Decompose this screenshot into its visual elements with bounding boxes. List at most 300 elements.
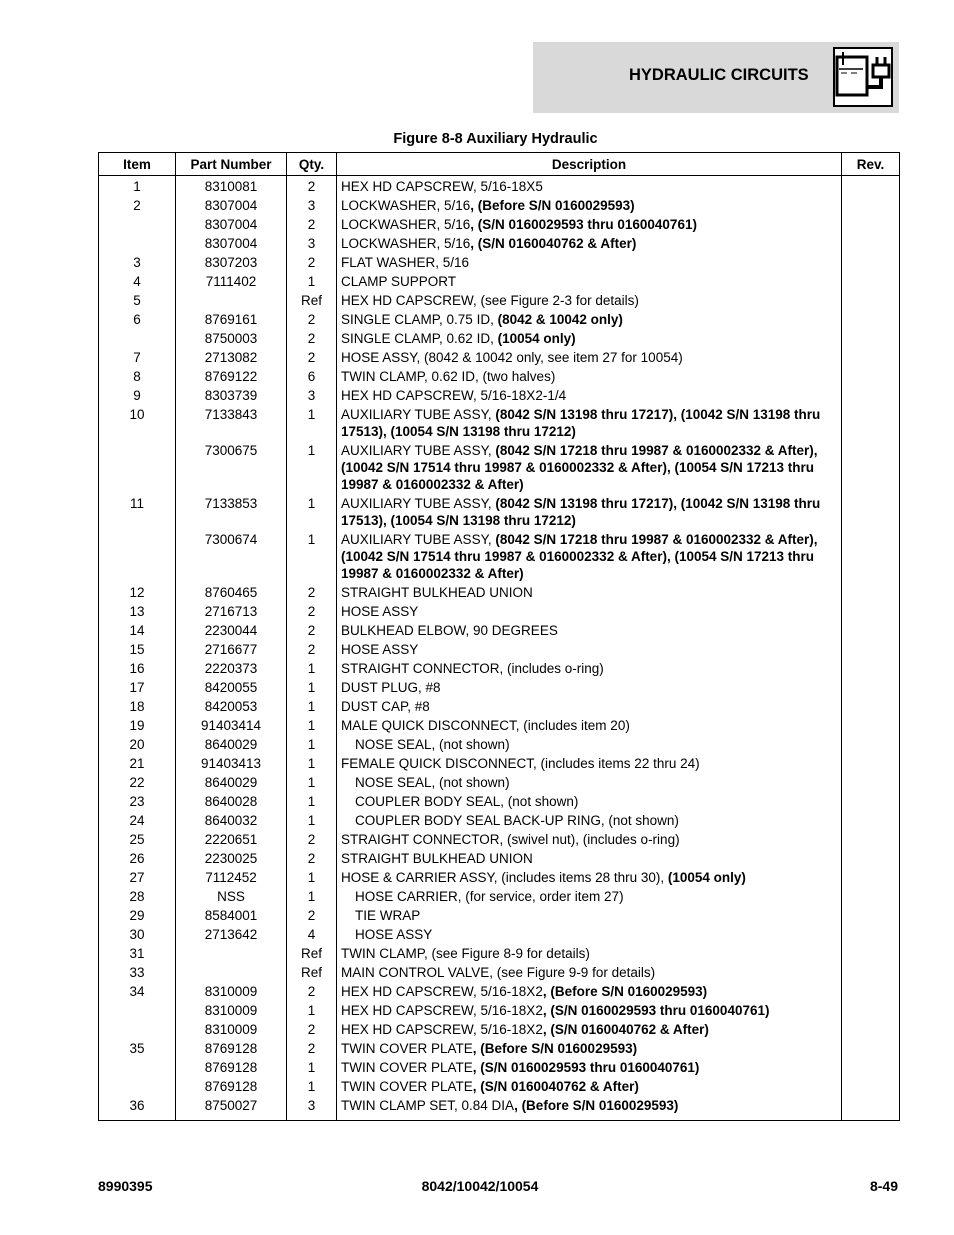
description-cell	[337, 329, 842, 348]
rev-cell	[842, 494, 900, 530]
parts-table	[98, 152, 900, 1121]
description-cell	[337, 849, 842, 868]
item-cell: 29	[99, 906, 176, 925]
description-text: HOSE ASSY	[341, 642, 419, 657]
rev-cell	[842, 925, 900, 944]
rev-cell	[842, 386, 900, 405]
table-row	[99, 272, 900, 291]
qty-cell: Ref	[287, 291, 337, 310]
rev-cell	[842, 329, 900, 348]
table-row	[99, 494, 900, 530]
description-text: HOSE ASSY	[341, 604, 419, 619]
item-cell	[99, 1020, 176, 1039]
description-text: AUXILIARY TUBE ASSY,	[341, 407, 496, 422]
description-text: BULKHEAD ELBOW, 90 DEGREES	[341, 623, 558, 638]
part-number-cell	[176, 291, 287, 310]
description-serial-note: , (S/N 0160040762 & After)	[542, 1022, 709, 1037]
description-cell	[337, 640, 842, 659]
item-cell: 21	[99, 754, 176, 773]
qty-cell: 2	[287, 849, 337, 868]
description-serial-note: (8042 & 10042 only)	[497, 312, 623, 327]
rev-cell	[842, 176, 900, 197]
description-text: TWIN COVER PLATE	[341, 1060, 473, 1075]
part-number-cell: 7300675	[176, 441, 287, 494]
part-number-cell: 2230025	[176, 849, 287, 868]
description-text: MALE QUICK DISCONNECT, (includes item 20)	[341, 718, 630, 733]
item-cell: 33	[99, 963, 176, 982]
description-cell	[337, 1039, 842, 1058]
qty-cell: 3	[287, 1096, 337, 1121]
rev-cell	[842, 530, 900, 583]
description-text: HEX HD CAPSCREW, 5/16-18X2	[341, 1022, 543, 1037]
qty-cell: 1	[287, 887, 337, 906]
qty-cell: 1	[287, 792, 337, 811]
table-row	[99, 773, 900, 792]
figure-title: Figure 8-8 Auxiliary Hydraulic	[393, 131, 598, 147]
qty-cell: 2	[287, 348, 337, 367]
description-text: NOSE SEAL, (not shown)	[355, 775, 510, 790]
description-text: HEX HD CAPSCREW, 5/16-18X2	[341, 984, 543, 999]
qty-cell: 2	[287, 830, 337, 849]
description-cell	[337, 494, 842, 530]
description-cell	[337, 811, 842, 830]
table-row	[99, 640, 900, 659]
part-number-cell: 7111402	[176, 272, 287, 291]
item-cell: 24	[99, 811, 176, 830]
item-cell: 13	[99, 602, 176, 621]
item-cell	[99, 215, 176, 234]
table-row	[99, 1077, 900, 1096]
part-number-cell: 2713082	[176, 348, 287, 367]
part-number-cell: 8640032	[176, 811, 287, 830]
qty-cell: 1	[287, 1001, 337, 1020]
description-cell	[337, 441, 842, 494]
description-cell	[337, 405, 842, 441]
model-numbers: 8042/10042/10054	[421, 1178, 539, 1194]
description-cell	[337, 773, 842, 792]
description-serial-note: (10054 only)	[497, 331, 576, 346]
description-cell	[337, 621, 842, 640]
rev-cell	[842, 367, 900, 386]
table-row	[99, 678, 900, 697]
table-row	[99, 716, 900, 735]
part-number-cell: 2230044	[176, 621, 287, 640]
description-cell	[337, 830, 842, 849]
description-text: AUXILIARY TUBE ASSY,	[341, 496, 496, 511]
description-text: AUXILIARY TUBE ASSY,	[341, 532, 496, 547]
qty-cell: 2	[287, 329, 337, 348]
item-cell: 1	[99, 176, 176, 197]
qty-cell: 1	[287, 272, 337, 291]
qty-cell: 2	[287, 906, 337, 925]
description-serial-note: , (Before S/N 0160029593)	[472, 1041, 638, 1056]
description-text: COUPLER BODY SEAL, (not shown)	[355, 794, 579, 809]
part-number-cell: 8769128	[176, 1058, 287, 1077]
description-cell	[337, 982, 842, 1001]
description-cell	[337, 386, 842, 405]
item-cell: 3	[99, 253, 176, 272]
description-cell	[337, 176, 842, 197]
description-text: HEX HD CAPSCREW, 5/16-18X2	[341, 1003, 543, 1018]
qty-cell: 1	[287, 811, 337, 830]
item-cell: 19	[99, 716, 176, 735]
rev-cell	[842, 234, 900, 253]
description-cell	[337, 253, 842, 272]
rev-cell	[842, 678, 900, 697]
item-cell	[99, 1001, 176, 1020]
qty-cell: 2	[287, 253, 337, 272]
description-cell	[337, 944, 842, 963]
part-number-cell: 8420055	[176, 678, 287, 697]
table-row	[99, 441, 900, 494]
description-text: SINGLE CLAMP, 0.75 ID,	[341, 312, 498, 327]
table-row	[99, 602, 900, 621]
part-number-cell: 8307004	[176, 215, 287, 234]
table-row	[99, 583, 900, 602]
item-cell: 28	[99, 887, 176, 906]
table-row	[99, 697, 900, 716]
rev-cell	[842, 735, 900, 754]
item-cell: 4	[99, 272, 176, 291]
item-cell: 25	[99, 830, 176, 849]
part-number-cell: 7300674	[176, 530, 287, 583]
description-text: TWIN CLAMP, (see Figure 8-9 for details)	[341, 946, 590, 961]
part-number-cell: 7133853	[176, 494, 287, 530]
description-cell	[337, 348, 842, 367]
description-cell	[337, 196, 842, 215]
description-cell	[337, 792, 842, 811]
rev-cell	[842, 1096, 900, 1121]
qty-cell: 1	[287, 735, 337, 754]
table-row	[99, 830, 900, 849]
part-number-cell	[176, 963, 287, 982]
description-cell	[337, 659, 842, 678]
part-number-cell: 8640029	[176, 773, 287, 792]
item-column-header: Item	[99, 153, 176, 176]
description-cell	[337, 215, 842, 234]
description-text: HOSE ASSY	[355, 927, 433, 942]
item-cell: 16	[99, 659, 176, 678]
description-serial-note: , (S/N 0160029593 thru 0160040761)	[542, 1003, 770, 1018]
rev-cell	[842, 906, 900, 925]
table-row	[99, 925, 900, 944]
item-cell	[99, 1077, 176, 1096]
description-serial-note: (8042 S/N 17218 thru 19987 & 0160002332 & After), (10042 S/N 17514 thru 19987 & 0160002332 & After), (10054 S/N 17213 thru 19987 & 0160002332 & After)	[341, 532, 818, 581]
item-cell	[99, 234, 176, 253]
part-number-cell: 2713642	[176, 925, 287, 944]
qty-cell: 1	[287, 441, 337, 494]
table-row	[99, 811, 900, 830]
item-cell: 34	[99, 982, 176, 1001]
qty-cell: 3	[287, 196, 337, 215]
qty-cell: 2	[287, 215, 337, 234]
description-serial-note: , (Before S/N 0160029593)	[514, 1098, 679, 1113]
table-row	[99, 530, 900, 583]
part-number-cell	[176, 944, 287, 963]
rev-cell	[842, 1058, 900, 1077]
part-number-cell: 8769161	[176, 310, 287, 329]
description-text: TWIN CLAMP, 0.62 ID, (two halves)	[341, 369, 556, 384]
table-row	[99, 944, 900, 963]
part-number-cell: 8640028	[176, 792, 287, 811]
qty-cell: 2	[287, 621, 337, 640]
description-text: MAIN CONTROL VALVE, (see Figure 9-9 for details)	[341, 965, 656, 980]
qty-cell: 1	[287, 868, 337, 887]
item-cell: 18	[99, 697, 176, 716]
rev-cell	[842, 963, 900, 982]
qty-cell: 3	[287, 386, 337, 405]
part-number-cell: 91403413	[176, 754, 287, 773]
item-cell: 30	[99, 925, 176, 944]
item-cell: 14	[99, 621, 176, 640]
rev-cell	[842, 602, 900, 621]
part-number-cell: 8307004	[176, 196, 287, 215]
rev-cell	[842, 1077, 900, 1096]
description-cell	[337, 754, 842, 773]
table-row	[99, 982, 900, 1001]
item-cell	[99, 530, 176, 583]
rev-cell	[842, 849, 900, 868]
description-column-header: Description	[337, 153, 842, 176]
table-row	[99, 215, 900, 234]
table-row	[99, 1058, 900, 1077]
description-text: LOCKWASHER, 5/16	[341, 198, 471, 213]
description-text: STRAIGHT BULKHEAD UNION	[341, 585, 533, 600]
qty-cell: 1	[287, 678, 337, 697]
qty-cell: 6	[287, 367, 337, 386]
rev-column-header: Rev.	[842, 153, 900, 176]
description-cell	[337, 906, 842, 925]
description-text: HOSE & CARRIER ASSY, (includes items 28 thru 30),	[341, 870, 668, 885]
description-text: HOSE ASSY, (8042 & 10042 only, see item 27 for 10054)	[341, 350, 683, 365]
description-serial-note: , (Before S/N 0160029593)	[542, 984, 708, 999]
description-cell	[337, 1058, 842, 1077]
table-header-row	[99, 153, 900, 176]
part-number-cell: 7112452	[176, 868, 287, 887]
rev-cell	[842, 944, 900, 963]
qty-cell: 1	[287, 494, 337, 530]
description-serial-note: , (S/N 0160029593 thru 0160040761)	[470, 217, 697, 232]
description-serial-note: (10054 only)	[667, 870, 746, 885]
rev-cell	[842, 792, 900, 811]
description-cell	[337, 1001, 842, 1020]
part-number-cell: 7133843	[176, 405, 287, 441]
part-number-cell: 2220651	[176, 830, 287, 849]
item-cell: 22	[99, 773, 176, 792]
rev-cell	[842, 621, 900, 640]
description-text: TWIN COVER PLATE	[341, 1041, 473, 1056]
description-text: FLAT WASHER, 5/16	[341, 255, 470, 270]
table-row	[99, 234, 900, 253]
item-cell: 27	[99, 868, 176, 887]
qty-cell: 1	[287, 716, 337, 735]
table-row	[99, 963, 900, 982]
description-text: SINGLE CLAMP, 0.62 ID,	[341, 331, 498, 346]
rev-cell	[842, 348, 900, 367]
description-text: HOSE CARRIER, (for service, order item 27)	[355, 889, 624, 904]
part-number-cell: 8310009	[176, 1020, 287, 1039]
part-number-cell: 8760465	[176, 583, 287, 602]
rev-cell	[842, 887, 900, 906]
part-number-cell: 2220373	[176, 659, 287, 678]
table-row	[99, 621, 900, 640]
part-number-cell: 8310081	[176, 176, 287, 197]
item-cell: 8	[99, 367, 176, 386]
description-serial-note: , (S/N 0160029593 thru 0160040761)	[472, 1060, 700, 1075]
table-row	[99, 1096, 900, 1121]
table-row	[99, 348, 900, 367]
part-number-cell: 2716713	[176, 602, 287, 621]
part-number-cell: 8310009	[176, 1001, 287, 1020]
page-number: 8-49	[869, 1178, 898, 1194]
qty-cell: 1	[287, 659, 337, 678]
qty-cell: Ref	[287, 944, 337, 963]
table-row	[99, 1020, 900, 1039]
description-serial-note: , (S/N 0160040762 & After)	[472, 1079, 639, 1094]
table-row	[99, 792, 900, 811]
qty-cell: 3	[287, 234, 337, 253]
part-number-cell: 2716677	[176, 640, 287, 659]
description-text: STRAIGHT CONNECTOR, (swivel nut), (includes o-ring)	[341, 832, 680, 847]
part-number-cell: 91403414	[176, 716, 287, 735]
item-cell: 10	[99, 405, 176, 441]
item-cell: 31	[99, 944, 176, 963]
qty-cell: 1	[287, 773, 337, 792]
item-cell: 2	[99, 196, 176, 215]
description-cell	[337, 310, 842, 329]
description-serial-note: , (S/N 0160040762 & After)	[470, 236, 637, 251]
description-serial-note: (8042 S/N 13198 thru 17217), (10042 S/N 13198 thru 17513), (10054 S/N 13198 thru 17212)	[341, 407, 821, 439]
description-cell	[337, 963, 842, 982]
description-cell	[337, 583, 842, 602]
item-cell: 20	[99, 735, 176, 754]
table-row	[99, 386, 900, 405]
qty-cell: Ref	[287, 963, 337, 982]
table-row	[99, 329, 900, 348]
item-cell: 23	[99, 792, 176, 811]
qty-cell: 1	[287, 1058, 337, 1077]
qty-cell: 2	[287, 1039, 337, 1058]
table-row	[99, 887, 900, 906]
part-number-cell: 8769128	[176, 1077, 287, 1096]
part-number-cell: 8769122	[176, 367, 287, 386]
rev-cell	[842, 830, 900, 849]
description-text: CLAMP SUPPORT	[341, 274, 457, 289]
description-text: LOCKWASHER, 5/16	[341, 217, 471, 232]
table-row	[99, 849, 900, 868]
description-cell	[337, 697, 842, 716]
table-row	[99, 405, 900, 441]
rev-cell	[842, 405, 900, 441]
description-cell	[337, 272, 842, 291]
item-cell: 9	[99, 386, 176, 405]
description-text: NOSE SEAL, (not shown)	[355, 737, 510, 752]
qty-cell: 1	[287, 530, 337, 583]
description-cell	[337, 925, 842, 944]
rev-cell	[842, 253, 900, 272]
item-cell: 35	[99, 1039, 176, 1058]
item-cell: 15	[99, 640, 176, 659]
rev-cell	[842, 773, 900, 792]
table-row	[99, 754, 900, 773]
part-number-cell: 8307004	[176, 234, 287, 253]
item-cell	[99, 441, 176, 494]
description-cell	[337, 367, 842, 386]
qty-cell: 2	[287, 176, 337, 197]
description-cell	[337, 1020, 842, 1039]
rev-cell	[842, 640, 900, 659]
item-cell: 5	[99, 291, 176, 310]
table-row	[99, 868, 900, 887]
description-serial-note: , (Before S/N 0160029593)	[470, 198, 635, 213]
qty-cell: 1	[287, 1077, 337, 1096]
table-row	[99, 291, 900, 310]
description-text: TIE WRAP	[355, 908, 421, 923]
part-number-cell: 8750003	[176, 329, 287, 348]
rev-cell	[842, 811, 900, 830]
table-row	[99, 1001, 900, 1020]
description-cell	[337, 602, 842, 621]
rev-cell	[842, 659, 900, 678]
item-cell: 12	[99, 583, 176, 602]
qty-cell: 1	[287, 754, 337, 773]
part-number-cell: 8750027	[176, 1096, 287, 1121]
description-text: LOCKWASHER, 5/16	[341, 236, 471, 251]
qty-cell: 2	[287, 583, 337, 602]
part-number-cell: 8303739	[176, 386, 287, 405]
part-number-cell: 8769128	[176, 1039, 287, 1058]
item-cell: 7	[99, 348, 176, 367]
rev-cell	[842, 441, 900, 494]
section-title: HYDRAULIC CIRCUITS	[629, 66, 809, 84]
table-row	[99, 196, 900, 215]
rev-cell	[842, 215, 900, 234]
rev-cell	[842, 697, 900, 716]
rev-cell	[842, 754, 900, 773]
part-number-cell: 8584001	[176, 906, 287, 925]
item-cell: 36	[99, 1096, 176, 1121]
description-cell	[337, 530, 842, 583]
rev-cell	[842, 868, 900, 887]
description-cell	[337, 1096, 842, 1121]
qty-cell: 2	[287, 602, 337, 621]
doc-number: 8990395	[98, 1178, 153, 1194]
qty-cell: 1	[287, 405, 337, 441]
part-number-cell: 8307203	[176, 253, 287, 272]
description-text: HEX HD CAPSCREW, (see Figure 2-3 for details)	[341, 293, 639, 308]
description-text: DUST CAP, #8	[341, 699, 430, 714]
table-row	[99, 1039, 900, 1058]
description-cell	[337, 735, 842, 754]
rev-cell	[842, 1001, 900, 1020]
rev-cell	[842, 716, 900, 735]
qty-cell: 2	[287, 982, 337, 1001]
description-cell	[337, 716, 842, 735]
description-serial-note: (8042 S/N 13198 thru 17217), (10042 S/N 13198 thru 17513), (10054 S/N 13198 thru 17212)	[341, 496, 821, 528]
rev-cell	[842, 583, 900, 602]
description-cell	[337, 1077, 842, 1096]
table-row	[99, 735, 900, 754]
qty-cell: 2	[287, 1020, 337, 1039]
rev-cell	[842, 310, 900, 329]
description-text: AUXILIARY TUBE ASSY,	[341, 443, 496, 458]
description-text: STRAIGHT CONNECTOR, (includes o-ring)	[341, 661, 604, 676]
qty-cell: 4	[287, 925, 337, 944]
description-cell	[337, 868, 842, 887]
rev-cell	[842, 1020, 900, 1039]
qty-cell: 2	[287, 640, 337, 659]
description-text: DUST PLUG, #8	[341, 680, 441, 695]
